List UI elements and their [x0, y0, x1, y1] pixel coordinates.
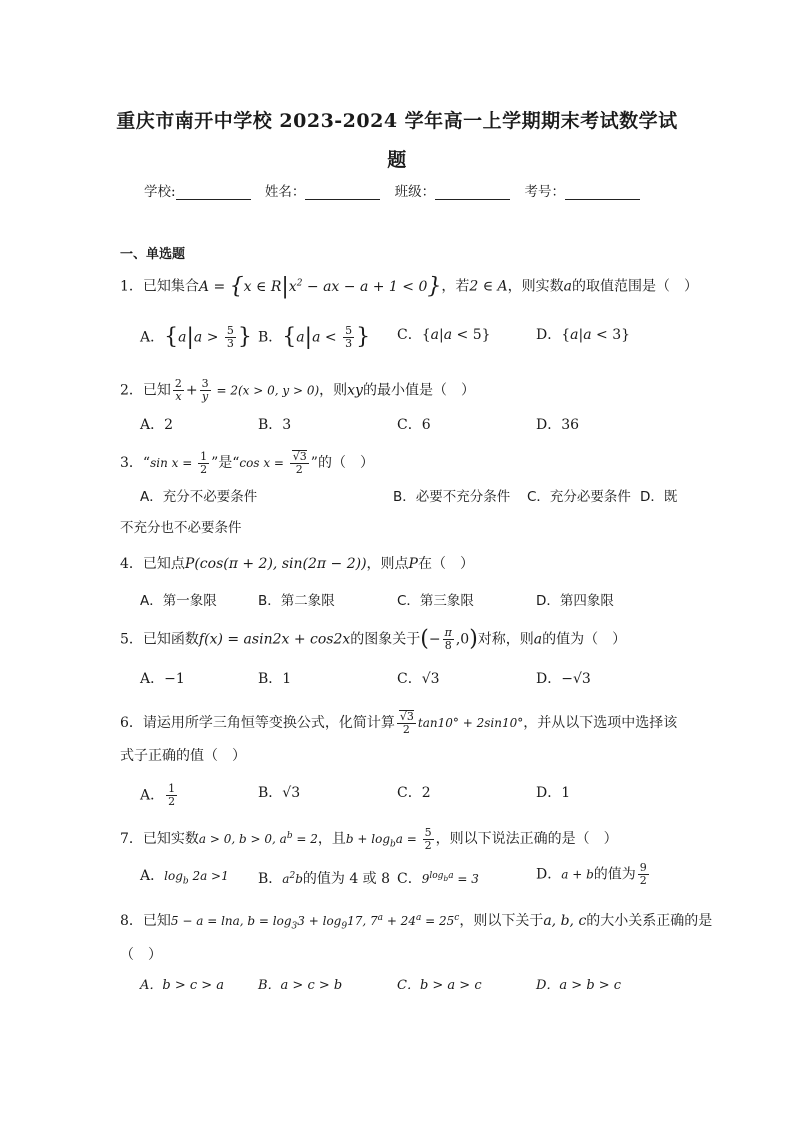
option-b[interactable]: B．√3 [258, 785, 301, 801]
option-c[interactable]: C．b > a > c [397, 978, 482, 993]
option-d[interactable]: D．a > b > c [536, 978, 622, 993]
question-8-continued: （ ） [120, 947, 162, 963]
question-4: 4．已知点P(cos(π + 2), sin(2π − 2))，则点P在（ ） [120, 556, 474, 572]
number-blank[interactable] [565, 185, 640, 200]
option-c[interactable]: C．充分必要条件 [527, 489, 631, 505]
option-b[interactable]: B．a > c > b [258, 978, 343, 993]
option-b[interactable]: B．$a^2b$的值为 4 或 8 [258, 871, 391, 887]
class-label: 班级： [394, 184, 436, 200]
option-c[interactable]: C．$9^{log_ba} = 3$ [397, 871, 479, 887]
option-b[interactable]: B．1 [258, 671, 292, 687]
option-a[interactable]: A．−1 [140, 671, 185, 687]
question-8: 8．已知5 − a = lna, $b = \log_33 + \log_917$, $7^a + 24^a = 25^c$，则以下关于a, b, c的大小关系正确的是 [120, 913, 713, 932]
option-b[interactable]: B．第二象限 [258, 593, 335, 609]
question-text: 1．已知集合 [120, 278, 199, 295]
name-label: 姓名： [264, 184, 306, 200]
option-a[interactable]: A．第一象限 [140, 593, 217, 609]
number-label: 考号： [524, 184, 565, 200]
option-d[interactable]: D．a + b的值为 $\frac{9}{2}$ [536, 861, 647, 887]
option-c[interactable]: C．6 [397, 417, 431, 433]
question-3: 3．“sin x = $\frac{1}{2}$ ”是“cos x = $\frac{√3}{2}$ ”的（ ） [120, 449, 374, 476]
option-c[interactable]: C．第三象限 [397, 593, 474, 609]
document-title-line-2: 题 [387, 149, 407, 171]
question-7: 7．已知实数a > 0, b > 0, $a^b = 2$，且$b + \log_ba$ = $\frac{5}{2}$ ，则以下说法正确的是（ ） [120, 825, 618, 852]
question-1: 1．已知集合A = {x ∈ $R|x^2$ − ax − a + 1 < 0}，若2 ∈ A，则实数a的取值范围是（ ） [120, 273, 699, 299]
option-d[interactable]: D．−√3 [536, 671, 591, 687]
option-c[interactable]: C．{a|a < 5} [397, 327, 491, 343]
name-blank[interactable] [305, 185, 380, 200]
option-a[interactable]: A．$\log_b 2a >1$ [140, 868, 229, 887]
option-b[interactable]: B．必要不充分条件 [393, 489, 511, 505]
school-label: 学校: [144, 184, 176, 200]
option-a[interactable]: A． $\frac{1}{2}$ [140, 782, 176, 808]
math-expression: 2 ∈ A [469, 278, 508, 295]
option-d[interactable]: D．既 [640, 489, 678, 505]
option-d[interactable]: D．第四象限 [536, 593, 614, 609]
question-6: 6．请运用所学三角恒等变换公式，化简计算 $\frac{√3}{2}$ tan10° + 2sin10°，并从以下选项中选择该 [120, 710, 678, 736]
option-b[interactable]: B．{a|a < $\frac{5}{3}$ } [258, 324, 371, 350]
option-b[interactable]: B．3 [258, 417, 292, 433]
option-d[interactable]: D．{a|a < 3} [536, 327, 631, 343]
question-2: 2．已知 $\frac{2}{x}$ + $\frac{3}{y}$ = 2(x > 0, y > 0)，则xy的最小值是（ ） [120, 377, 475, 403]
option-d-continued[interactable]: 不充分也不必要条件 [120, 520, 242, 536]
math-expression: f(x) = asin2x + cos2x [198, 631, 351, 648]
option-d[interactable]: D．1 [536, 785, 571, 801]
option-d[interactable]: D．36 [536, 417, 580, 433]
option-a[interactable]: A．{a|a > $\frac{5}{3}$ } [140, 324, 252, 350]
class-blank[interactable] [435, 185, 510, 200]
math-expression: A = {x ∈ $R|x^2$ − ax − a + 1 < 0} [198, 273, 442, 299]
math-expression: P(cos(π + 2), sin(2π − 2)) [184, 556, 367, 572]
option-c[interactable]: C．2 [397, 785, 431, 801]
question-6-continued: 式子正确的值（ ） [120, 748, 246, 764]
option-a[interactable]: A．充分不必要条件 [140, 489, 258, 505]
document-title-line-1: 重庆市南开中学校 2023-2024 学年高一上学期期末考试数学试 [116, 110, 678, 132]
section-title: 一、单选题 [120, 247, 186, 262]
question-5: 5．已知函数f(x) = asin2x + cos2x的图象关于(− $\frac{\pi}{8}$ ,0)对称，则a的值为（ ） [120, 626, 627, 652]
school-blank[interactable] [176, 185, 251, 200]
option-a[interactable]: A．2 [140, 417, 174, 433]
option-c[interactable]: C．√3 [397, 671, 440, 687]
student-info-row [0, 180, 794, 200]
option-a[interactable]: A．b > c > a [140, 978, 225, 993]
